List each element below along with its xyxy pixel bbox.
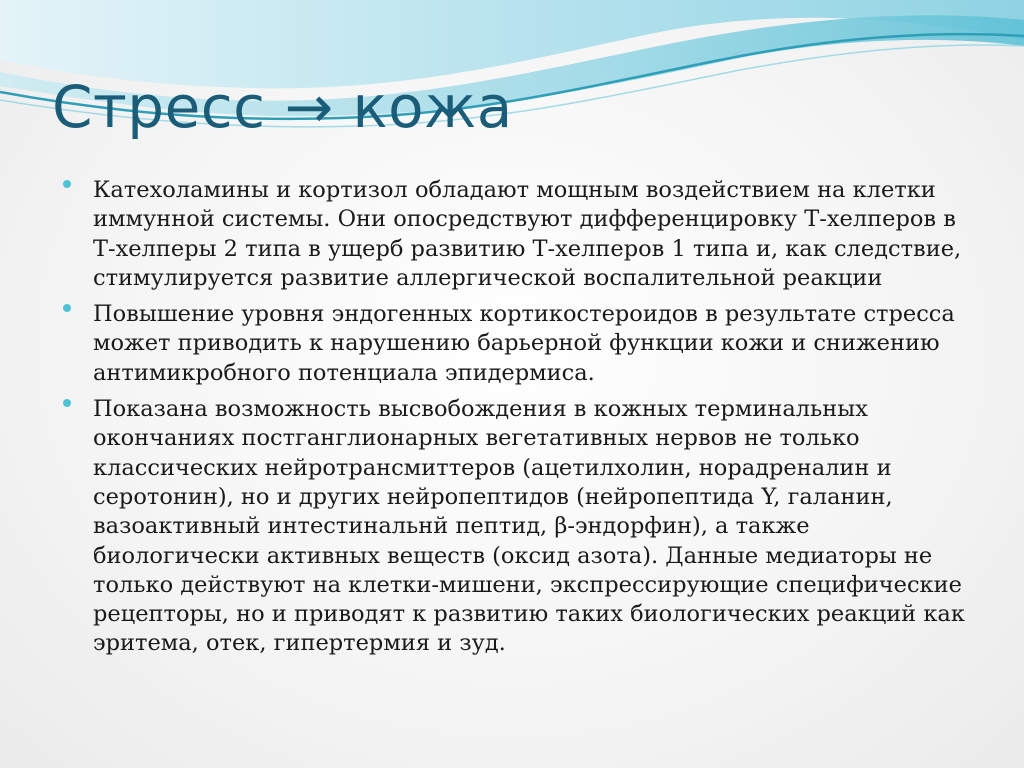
bullet-dot-icon (63, 180, 71, 188)
bullet-dot-icon (63, 304, 71, 312)
bullet-text: Показана возможность высвобождения в кожных терминальных окончаниях постганглионарных вегетативных нервов не только классических нейротрансмиттеров (ацетилхолин, норадреналин и серотонин), но и других нейропептидов (нейропептида Y, галанин, вазоактивный интестинальнй пептид, β-эндорфин), а также биологически активных веществ (оксид азота). Данные медиаторы не только действуют на клетки-мишени, экспрессирующие специфические рецепторы, но и приводят к развитию таких биологических реакций как эритема, отек, гипертермия и зуд. (93, 396, 965, 657)
bullet-item (60, 176, 980, 293)
bullet-list (60, 176, 980, 666)
bullet-text: Катехоламины и кортизол обладают мощным воздействием на клетки иммунной системы. Они опосредствуют дифференцировку Т-хелперов в Т-хелперы 2 типа в ущерб развитию Т-хелперов 1 типа и, как следствие, стимулируется развитие аллергической воспалительной реакции (93, 177, 962, 291)
bullet-text: Повышение уровня эндогенных кортикостероидов в результате стресса может приводить к нарушению барьерной функции кожи и снижению антимикробного потенциала эпидермиса. (93, 301, 955, 386)
bullet-item (60, 395, 980, 659)
slide-title: Стресс → кожа (52, 73, 513, 141)
bullet-dot-icon (63, 399, 71, 407)
bullet-item (60, 300, 980, 388)
